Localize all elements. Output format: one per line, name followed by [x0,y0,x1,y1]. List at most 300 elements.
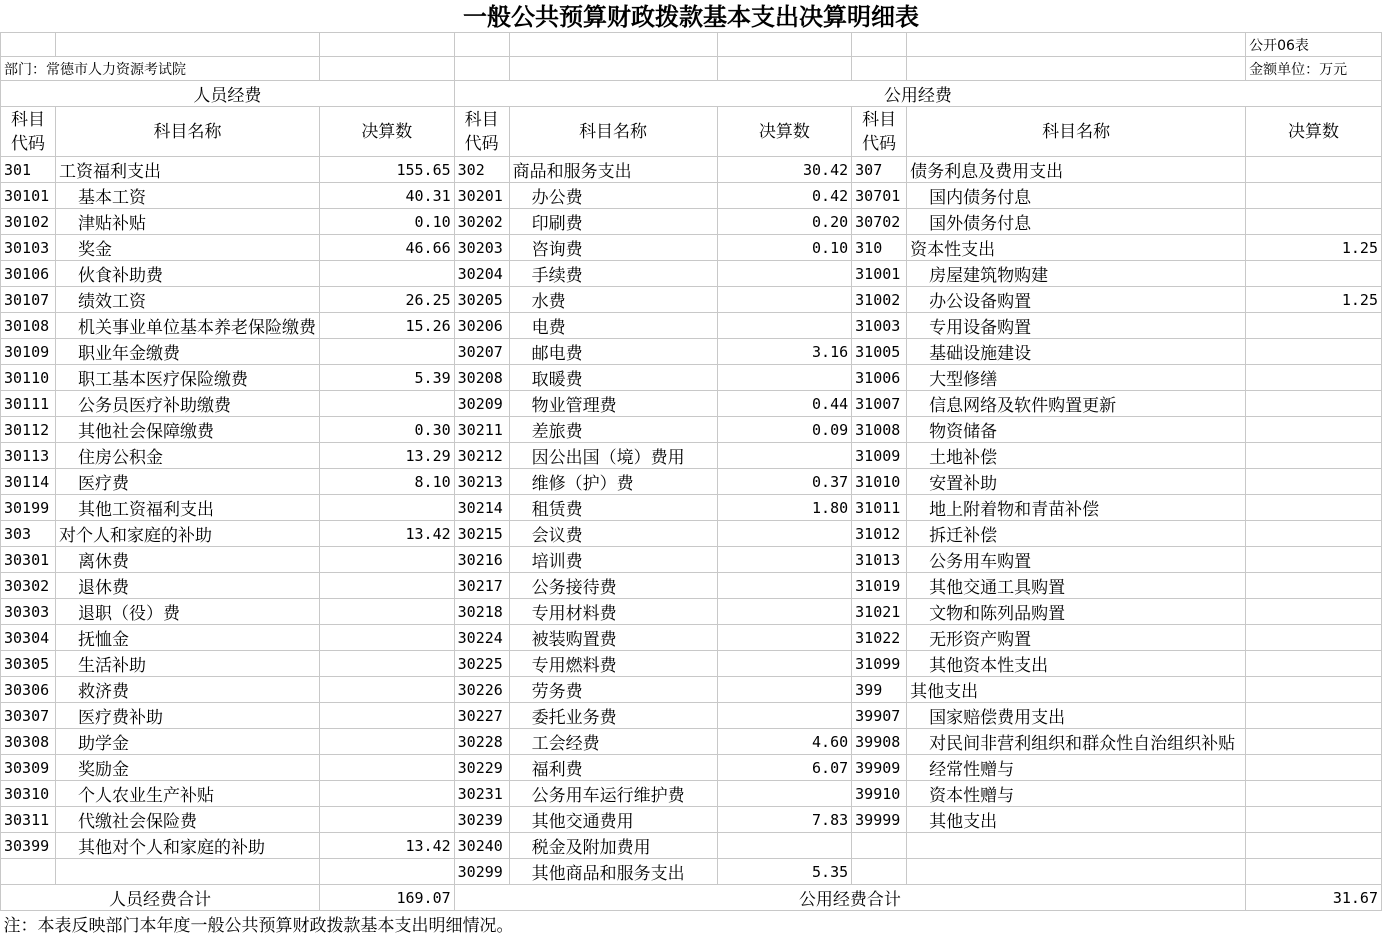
table-row [1,729,1382,755]
section-personnel: 人员经费 [1,81,455,107]
cell-code: 31006 [852,365,907,391]
col-code-1: 科目代码 [1,107,56,157]
table-row [1,339,1382,365]
cell-amount: 1.25 [1246,235,1382,261]
cell-name: 租赁费 [509,495,717,521]
col-name-3: 科目名称 [907,107,1246,157]
cell-name: 基本工资 [55,183,319,209]
cell-amount [1246,261,1382,287]
total-public-value: 31.67 [1246,885,1382,911]
cell-amount: 5.35 [717,859,852,885]
cell-amount [1246,781,1382,807]
cell-amount [1246,365,1382,391]
cell-code: 31009 [852,443,907,469]
cell-name: 其他资本性支出 [907,651,1246,677]
cell-name: 其他社会保障缴费 [55,417,319,443]
cell-code: 30114 [1,469,56,495]
cell-code: 307 [852,157,907,183]
cell-code: 30109 [1,339,56,365]
cell-code: 30202 [454,209,509,235]
cell-amount [717,287,852,313]
cell-name: 无形资产购置 [907,625,1246,651]
table-row [1,417,1382,443]
cell-amount [1246,391,1382,417]
table-row [1,625,1382,651]
cell-code: 30226 [454,677,509,703]
cell-amount [319,859,454,885]
cell-amount [319,651,454,677]
cell-code: 30207 [454,339,509,365]
cell-amount [319,547,454,573]
cell-amount: 13.42 [319,521,454,547]
cell-name: 物业管理费 [509,391,717,417]
cell-amount [717,365,852,391]
cell-code: 30308 [1,729,56,755]
cell-name: 债务利息及费用支出 [907,157,1246,183]
col-amount-3: 决算数 [1246,107,1382,157]
cell-name: 职业年金缴费 [55,339,319,365]
cell-name: 代缴社会保险费 [55,807,319,833]
cell-code: 30203 [454,235,509,261]
cell-name: 专用燃料费 [509,651,717,677]
cell-amount: 1.25 [1246,287,1382,313]
cell-name: 培训费 [509,547,717,573]
cell-name [907,859,1246,885]
cell-code: 302 [454,157,509,183]
table-row [1,859,1382,885]
cell-name: 水费 [509,287,717,313]
cell-code: 31012 [852,521,907,547]
cell-code: 30229 [454,755,509,781]
cell-code: 30101 [1,183,56,209]
table-row [1,755,1382,781]
cell-code: 30199 [1,495,56,521]
cell-code: 30209 [454,391,509,417]
cell-amount [717,677,852,703]
cell-amount: 46.66 [319,235,454,261]
cell-name: 国家赔偿费用支出 [907,703,1246,729]
cell-amount [1246,183,1382,209]
cell-code: 30212 [454,443,509,469]
table-row [1,833,1382,859]
cell-amount [717,573,852,599]
cell-name: 专用设备购置 [907,313,1246,339]
cell-amount: 13.42 [319,833,454,859]
cell-amount: 155.65 [319,157,454,183]
cell-name: 被装购置费 [509,625,717,651]
cell-name: 公务接待费 [509,573,717,599]
cell-amount [1246,469,1382,495]
table-row [1,183,1382,209]
table-row [1,209,1382,235]
cell-code: 30214 [454,495,509,521]
table-row [1,443,1382,469]
expenditure-table [0,32,1382,936]
cell-amount: 0.10 [717,235,852,261]
cell-code: 39910 [852,781,907,807]
table-row [1,547,1382,573]
col-amount-2: 决算数 [717,107,852,157]
cell-name: 助学金 [55,729,319,755]
cell-code: 30311 [1,807,56,833]
table-row [1,313,1382,339]
cell-amount [1246,677,1382,703]
cell-name: 公务用车运行维护费 [509,781,717,807]
col-amount-1: 决算数 [319,107,454,157]
cell-code: 30108 [1,313,56,339]
cell-code: 31008 [852,417,907,443]
page-title: 一般公共预算财政拨款基本支出决算明细表 [0,0,1382,32]
col-code-3: 科目代码 [852,107,907,157]
cell-name: 土地补偿 [907,443,1246,469]
cell-name: 资本性支出 [907,235,1246,261]
cell-code: 30113 [1,443,56,469]
cell-name: 机关事业单位基本养老保险缴费 [55,313,319,339]
cell-code: 39999 [852,807,907,833]
cell-name: 取暖费 [509,365,717,391]
cell-code: 30213 [454,469,509,495]
cell-amount: 0.20 [717,209,852,235]
cell-amount [1246,313,1382,339]
cell-name: 专用材料费 [509,599,717,625]
cell-name: 手续费 [509,261,717,287]
cell-amount [717,443,852,469]
table-row [1,365,1382,391]
cell-code: 30305 [1,651,56,677]
cell-code: 30216 [454,547,509,573]
cell-code: 30307 [1,703,56,729]
cell-code: 30106 [1,261,56,287]
cell-name: 办公费 [509,183,717,209]
table-row [1,677,1382,703]
cell-code: 31011 [852,495,907,521]
cell-name: 物资储备 [907,417,1246,443]
cell-amount [1246,209,1382,235]
cell-code: 39908 [852,729,907,755]
cell-name: 地上附着物和青苗补偿 [907,495,1246,521]
cell-code: 39909 [852,755,907,781]
cell-name: 公务员医疗补助缴费 [55,391,319,417]
cell-name: 公务用车购置 [907,547,1246,573]
cell-name: 救济费 [55,677,319,703]
cell-name: 房屋建筑物购建 [907,261,1246,287]
cell-code: 31007 [852,391,907,417]
cell-name: 基础设施建设 [907,339,1246,365]
cell-amount [319,807,454,833]
cell-amount [1246,755,1382,781]
cell-amount: 26.25 [319,287,454,313]
cell-amount [319,703,454,729]
cell-amount [319,573,454,599]
cell-code: 39907 [852,703,907,729]
cell-amount [319,729,454,755]
cell-amount [1246,157,1382,183]
cell-name: 信息网络及软件购置更新 [907,391,1246,417]
cell-code: 301 [1,157,56,183]
cell-name: 医疗费补助 [55,703,319,729]
section-public: 公用经费 [454,81,1381,107]
cell-code: 30399 [1,833,56,859]
cell-name: 因公出国（境）费用 [509,443,717,469]
cell-amount: 0.09 [717,417,852,443]
cell-code: 30240 [454,833,509,859]
cell-amount: 6.07 [717,755,852,781]
cell-name: 工资福利支出 [55,157,319,183]
cell-code: 30211 [454,417,509,443]
cell-code: 30102 [1,209,56,235]
table-row [1,261,1382,287]
cell-amount [319,755,454,781]
cell-code: 30224 [454,625,509,651]
cell-name: 办公设备购置 [907,287,1246,313]
cell-name [55,859,319,885]
cell-amount: 0.10 [319,209,454,235]
cell-name: 商品和服务支出 [509,157,717,183]
cell-name: 文物和陈列品购置 [907,599,1246,625]
total-public-label: 公用经费合计 [454,885,1245,911]
cell-amount [717,781,852,807]
cell-name: 医疗费 [55,469,319,495]
table-row [1,157,1382,183]
cell-amount [717,599,852,625]
cell-name: 绩效工资 [55,287,319,313]
cell-amount [1246,651,1382,677]
cell-amount: 0.44 [717,391,852,417]
cell-name: 住房公积金 [55,443,319,469]
cell-amount [717,651,852,677]
cell-code: 31013 [852,547,907,573]
cell-amount: 40.31 [319,183,454,209]
cell-code: 30204 [454,261,509,287]
cell-code: 30701 [852,183,907,209]
table-row [1,469,1382,495]
cell-code: 31002 [852,287,907,313]
cell-name: 奖励金 [55,755,319,781]
cell-code: 31099 [852,651,907,677]
cell-code: 30302 [1,573,56,599]
cell-amount: 0.30 [319,417,454,443]
cell-name: 大型修缮 [907,365,1246,391]
cell-code: 30227 [454,703,509,729]
cell-name: 经常性赠与 [907,755,1246,781]
cell-amount [1246,417,1382,443]
cell-amount: 3.16 [717,339,852,365]
cell-name: 其他工资福利支出 [55,495,319,521]
cell-code: 30107 [1,287,56,313]
cell-name: 伙食补助费 [55,261,319,287]
table-row [1,651,1382,677]
cell-name: 咨询费 [509,235,717,261]
cell-name: 抚恤金 [55,625,319,651]
cell-code: 30218 [454,599,509,625]
cell-name: 其他支出 [907,807,1246,833]
cell-amount [319,391,454,417]
cell-name: 奖金 [55,235,319,261]
cell-name: 邮电费 [509,339,717,365]
cell-amount [717,313,852,339]
footnote: 注：本表反映部门本年度一般公共预算财政拨款基本支出明细情况。 [1,911,1382,936]
cell-amount [717,261,852,287]
total-personnel-label: 人员经费合计 [1,885,320,911]
unit-label: 金额单位：万元 [1246,57,1382,81]
table-row [1,521,1382,547]
cell-amount [319,261,454,287]
cell-code: 31022 [852,625,907,651]
cell-name: 其他商品和服务支出 [509,859,717,885]
cell-amount: 5.39 [319,365,454,391]
cell-name: 福利费 [509,755,717,781]
cell-amount: 7.83 [717,807,852,833]
cell-code: 30306 [1,677,56,703]
cell-code: 30309 [1,755,56,781]
cell-code: 30201 [454,183,509,209]
cell-name: 津贴补贴 [55,209,319,235]
table-row [1,781,1382,807]
cell-amount [319,677,454,703]
cell-name: 生活补助 [55,651,319,677]
total-personnel-value: 169.07 [319,885,454,911]
cell-code [852,859,907,885]
cell-name: 维修（护）费 [509,469,717,495]
cell-code: 30303 [1,599,56,625]
cell-amount [1246,729,1382,755]
table-row [1,391,1382,417]
cell-amount [319,625,454,651]
cell-amount [319,599,454,625]
col-name-2: 科目名称 [509,107,717,157]
cell-name: 劳务费 [509,677,717,703]
cell-name: 差旅费 [509,417,717,443]
cell-amount [1246,443,1382,469]
cell-amount [1246,521,1382,547]
cell-code: 30225 [454,651,509,677]
cell-amount: 4.60 [717,729,852,755]
cell-code: 30103 [1,235,56,261]
cell-amount [1246,495,1382,521]
cell-name: 国外债务付息 [907,209,1246,235]
cell-code: 399 [852,677,907,703]
cell-code: 30110 [1,365,56,391]
cell-code: 30112 [1,417,56,443]
cell-code: 31021 [852,599,907,625]
cell-amount [717,833,852,859]
cell-code: 31005 [852,339,907,365]
cell-code: 303 [1,521,56,547]
cell-amount [1246,859,1382,885]
cell-name: 对个人和家庭的补助 [55,521,319,547]
cell-name: 退休费 [55,573,319,599]
cell-code: 30239 [454,807,509,833]
table-row [1,599,1382,625]
cell-amount [1246,625,1382,651]
cell-code: 31010 [852,469,907,495]
cell-amount [1246,339,1382,365]
cell-name: 会议费 [509,521,717,547]
cell-name: 其他交通费用 [509,807,717,833]
cell-amount: 8.10 [319,469,454,495]
cell-name: 其他支出 [907,677,1246,703]
cell-code: 30304 [1,625,56,651]
table-row [1,573,1382,599]
department-label: 部门：常德市人力资源考试院 [1,57,320,81]
cell-name: 对民间非营利组织和群众性自治组织补贴 [907,729,1246,755]
table-row [1,495,1382,521]
cell-name: 税金及附加费用 [509,833,717,859]
cell-amount [319,781,454,807]
cell-amount: 0.42 [717,183,852,209]
cell-amount [717,547,852,573]
cell-name: 其他对个人和家庭的补助 [55,833,319,859]
table-row [1,807,1382,833]
cell-code [1,859,56,885]
cell-amount [1246,833,1382,859]
cell-name: 拆迁补偿 [907,521,1246,547]
cell-code: 30206 [454,313,509,339]
cell-amount [1246,547,1382,573]
cell-amount: 30.42 [717,157,852,183]
cell-amount: 13.29 [319,443,454,469]
cell-code: 30299 [454,859,509,885]
cell-name: 退职（役）费 [55,599,319,625]
cell-code: 30208 [454,365,509,391]
cell-code: 30310 [1,781,56,807]
cell-code: 310 [852,235,907,261]
cell-name: 印刷费 [509,209,717,235]
cell-code [852,833,907,859]
cell-amount [319,339,454,365]
cell-name: 电费 [509,313,717,339]
cell-amount: 15.26 [319,313,454,339]
cell-name: 委托业务费 [509,703,717,729]
cell-amount [319,495,454,521]
cell-name: 离休费 [55,547,319,573]
cell-amount: 0.37 [717,469,852,495]
cell-code: 30231 [454,781,509,807]
cell-code: 31001 [852,261,907,287]
cell-amount [1246,599,1382,625]
cell-code: 30217 [454,573,509,599]
cell-name: 个人农业生产补贴 [55,781,319,807]
cell-name: 职工基本医疗保险缴费 [55,365,319,391]
cell-name: 资本性赠与 [907,781,1246,807]
cell-name: 安置补助 [907,469,1246,495]
table-row [1,703,1382,729]
cell-code: 30228 [454,729,509,755]
cell-amount [1246,573,1382,599]
cell-name [907,833,1246,859]
cell-amount: 1.80 [717,495,852,521]
table-row [1,287,1382,313]
cell-code: 31003 [852,313,907,339]
cell-code: 30205 [454,287,509,313]
cell-amount [717,703,852,729]
cell-amount [1246,807,1382,833]
cell-amount [717,521,852,547]
cell-code: 31019 [852,573,907,599]
cell-amount [717,625,852,651]
cell-name: 国内债务付息 [907,183,1246,209]
cell-code: 30301 [1,547,56,573]
cell-code: 30215 [454,521,509,547]
col-code-2: 科目代码 [454,107,509,157]
cell-name: 工会经费 [509,729,717,755]
cell-amount [1246,703,1382,729]
table-number: 公开06表 [1246,33,1382,57]
cell-code: 30702 [852,209,907,235]
cell-name: 其他交通工具购置 [907,573,1246,599]
table-row [1,235,1382,261]
cell-code: 30111 [1,391,56,417]
